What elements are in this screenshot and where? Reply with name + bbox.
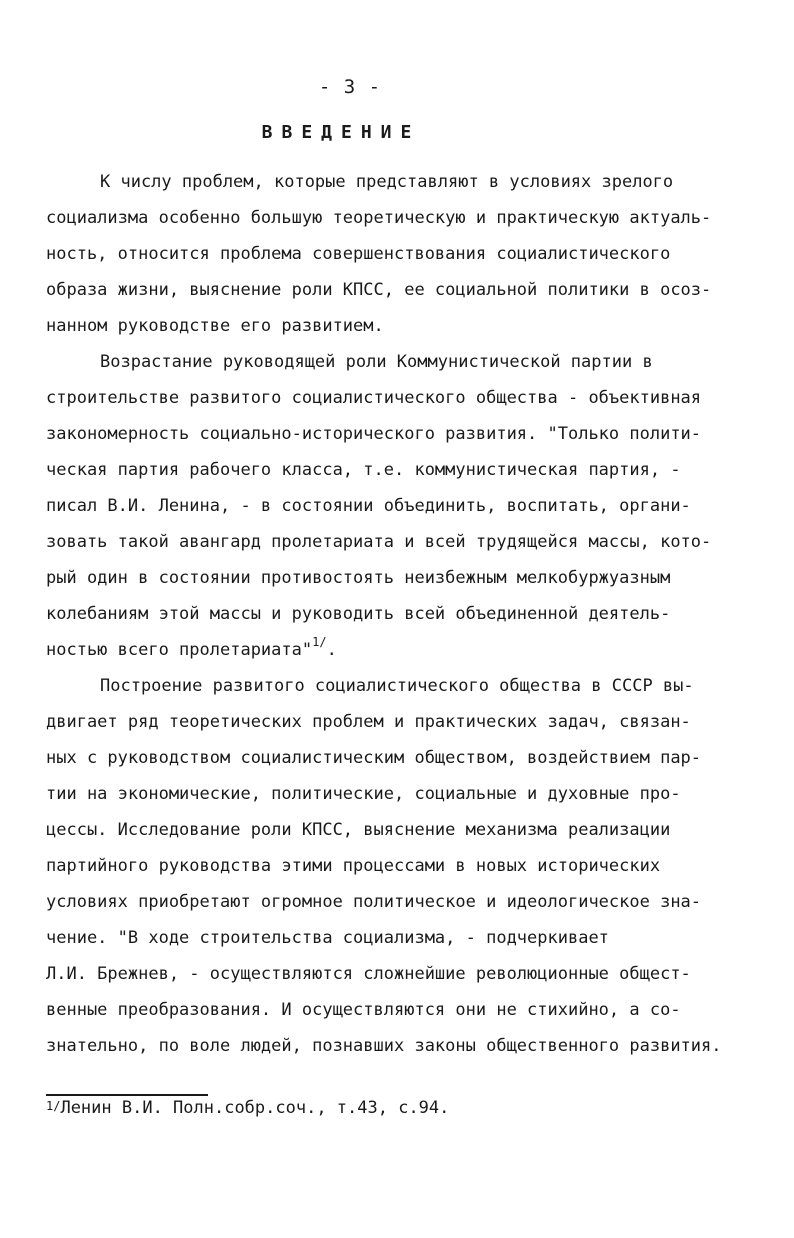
paragraph-1-line: нанном руководстве его развитием. (46, 316, 384, 336)
paragraph-2-line: закономерность социально-исторического развития. "Только полити- (46, 424, 702, 444)
paragraph-2-line: зовать такой авангард пролетариата и всей трудящейся массы, кото- (46, 532, 712, 552)
paragraph-2-line-text: ностью всего пролетариата" (46, 640, 313, 660)
footnote-reference: 1/ (312, 635, 327, 649)
paragraph-3-line: партийного руководства этими процессами в новых исторических (46, 856, 661, 876)
paragraph-2-line: строительстве развитого социалистического общества - объективная (46, 388, 702, 408)
paragraph-1-line: К числу проблем, которые представляют в условиях зрелого (100, 172, 674, 192)
paragraph-3-line: Построение развитого социалистического общества в СССР вы- (100, 676, 694, 696)
section-heading: ВВЕДЕНИЕ (261, 122, 421, 143)
paragraph-2-line: Возрастание руководящей роли Коммунистической партии в (100, 352, 653, 372)
footnote-marker: 1/ (46, 1099, 61, 1113)
paragraph-2-last-line (46, 632, 758, 668)
paragraph-2-line: ческая партия рабочего класса, т.е. коммунистическая партия, - (46, 460, 681, 480)
paragraph-3-line: ных с руководством социалистическим обществом, воздействием пар- (46, 748, 702, 768)
paragraph-2-line: колебаниям этой массы и руководить всей объединенной деятель- (46, 604, 671, 624)
paragraph-2-trailing: . (326, 640, 337, 660)
document-body (46, 164, 758, 1064)
paragraph-3-line: условиях приобретают огромное политическое и идеологическое зна- (46, 892, 702, 912)
paragraph-3-line: чение. "В ходе строительства социализма, - подчеркивает (46, 928, 609, 948)
paragraph-3-line: тии на экономические, политические, социальные и духовные про- (46, 784, 681, 804)
page-number: - 3 - (318, 76, 382, 98)
paragraph-2-line: рый один в состоянии противостоять неизбежным мелкобуржуазным (46, 568, 671, 588)
paragraph-3-line: знательно, по воле людей, познавших законы общественного развития. (46, 1036, 722, 1056)
paragraph-3-line: Л.И. Брежнев, - осуществляются сложнейшие революционные общест- (46, 964, 691, 984)
paragraph-3-line: цессы. Исследование роли КПСС, выяснение механизма реализации (46, 820, 671, 840)
footnote-text: Ленин В.И. Полн.собр.соч., т.43, с.94. (60, 1098, 450, 1118)
paragraph-1-line: образа жизни, выяснение роли КПСС, ее социальной политики в осоз- (46, 280, 712, 300)
footnote (46, 1098, 449, 1118)
paragraph-2-line: писал В.И. Ленина, - в состоянии объединить, воспитать, органи- (46, 496, 691, 516)
paragraph-3-line: венные преобразования. И осуществляются они не стихийно, а со- (46, 1000, 681, 1020)
paragraph-3-line: двигает ряд теоретических проблем и практических задач, связан- (46, 712, 691, 732)
paragraph-1-line: социализма особенно большую теоретическую и практическую актуаль- (46, 208, 712, 228)
paragraph-1-line: ность, относится проблема совершенствования социалистического (46, 244, 671, 264)
footnote-divider (46, 1094, 208, 1096)
